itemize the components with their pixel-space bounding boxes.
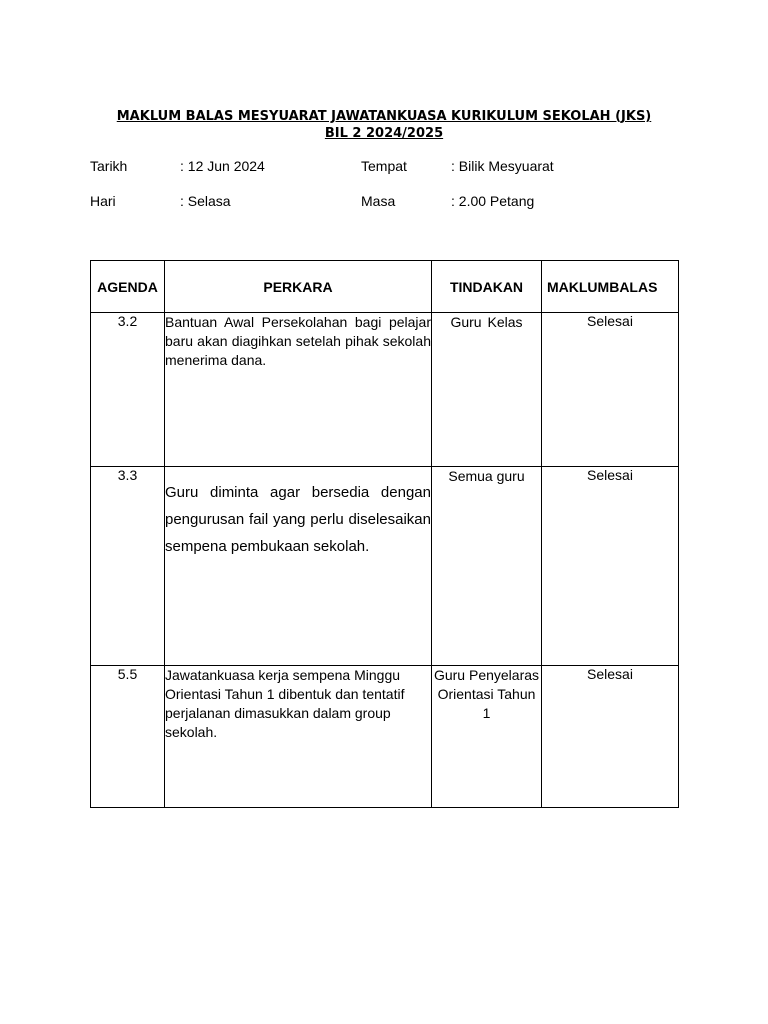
table-row [91,467,679,666]
agenda-cell: 5.5 [91,666,165,808]
agenda-cell: 3.3 [91,467,165,666]
tindakan-cell: Guru Kelas [432,313,542,467]
header-agenda: AGENDA [91,261,165,313]
header-maklumbalas: MAKLUMBALAS [542,261,679,313]
masa-label: Masa [361,193,396,209]
table-row [91,313,679,467]
perkara-cell: Jawatankuasa kerja sempena Minggu Orientasi Tahun 1 dibentuk dan tentatif perjalanan dimasukkan dalam group sekolah. [165,666,432,808]
maklumbalas-cell: Selesai [542,313,679,467]
tindakan-cell: Semua guru [432,467,542,666]
header-tindakan: TINDAKAN [432,261,542,313]
masa-value: : 2.00 Petang [451,193,535,209]
maklumbalas-cell: Selesai [542,666,679,808]
hari-label: Hari [90,193,116,209]
header-perkara: PERKARA [165,261,432,313]
agenda-cell: 3.2 [91,313,165,467]
hari-value: : Selasa [180,193,231,209]
perkara-cell: Guru diminta agar bersedia dengan pengurusan fail yang perlu diselesaikan sempena pembukaan sekolah. [165,467,432,666]
title-line-2: BIL 2 2024/2025 [324,126,444,141]
perkara-cell: Bantuan Awal Persekolahan bagi pelajar baru akan diagihkan setelah pihak sekolah menerima dana. [165,313,432,467]
table-header-row [91,261,679,313]
title-line-1: MAKLUM BALAS MESYUARAT JAWATANKUASA KURIKULUM SEKOLAH (JKS) [116,109,652,124]
tarikh-label: Tarikh [90,158,128,174]
tempat-label: Tempat [361,158,407,174]
maklumbalas-cell: Selesai [542,467,679,666]
agenda-table [90,260,679,808]
document-title [60,108,708,142]
tarikh-value: : 12 Jun 2024 [180,158,265,174]
table-row [91,666,679,808]
tempat-value: : Bilik Mesyuarat [451,158,554,174]
tindakan-cell: Guru Penyelaras Orientasi Tahun 1 [432,666,542,808]
